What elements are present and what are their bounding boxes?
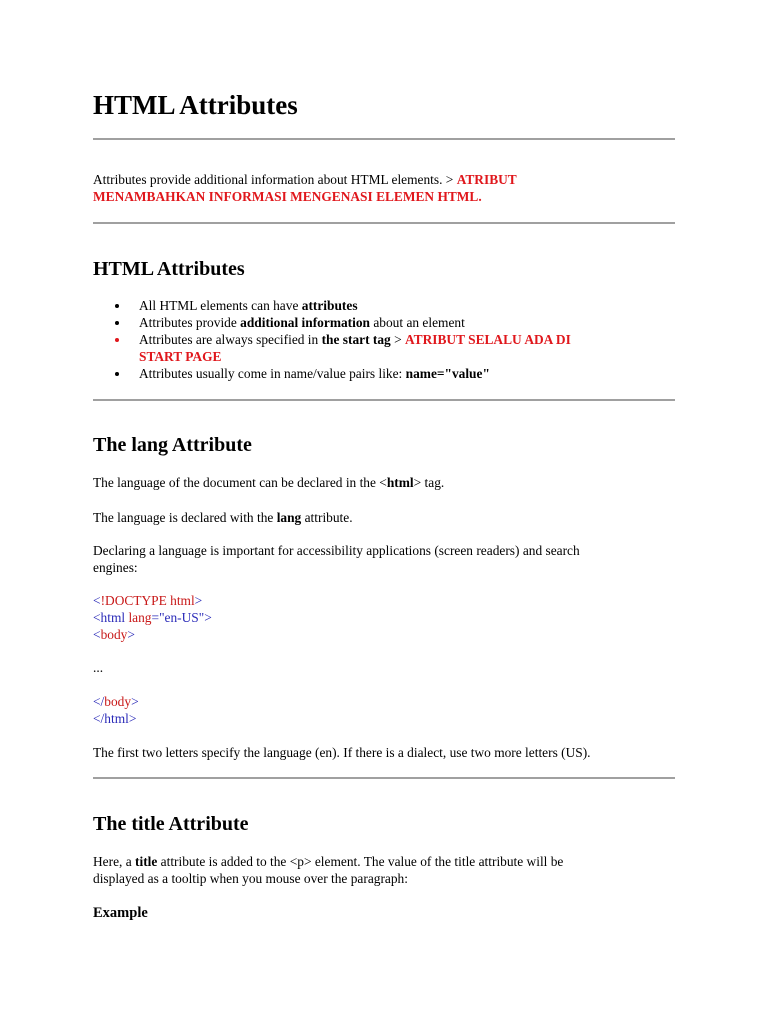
code-line-body: <body> — [93, 627, 135, 642]
section-heading-title-attribute: The title Attribute — [93, 813, 249, 835]
bullet-icon — [115, 321, 119, 325]
list-item-bold: the start tag — [321, 332, 391, 347]
bullet-icon — [115, 338, 119, 342]
code-line-ellipsis: ... — [93, 660, 104, 675]
list-item-text: > — [390, 332, 405, 347]
lang-paragraph-3: Declaring a language is important for accessibility applications (screen readers) and search engines: — [93, 543, 580, 575]
section-heading-lang-attribute: The lang Attribute — [93, 434, 252, 456]
divider — [93, 399, 675, 401]
divider — [93, 138, 675, 140]
intro-paragraph — [93, 171, 673, 205]
intro-red-text-2: MENAMBAHKAN INFORMASI MENGENASI ELEMEN HTML. — [93, 189, 482, 204]
list-item — [93, 314, 653, 331]
bullet-icon — [115, 304, 119, 308]
list-item-bold: additional information — [240, 315, 370, 330]
lang-paragraph-1: The language of the document can be declared in the <html> tag. — [93, 475, 445, 490]
intro-red-text: ATRIBUT — [456, 172, 517, 187]
list-item — [93, 365, 653, 382]
list-item-red-text: START PAGE — [139, 349, 222, 364]
page-title: HTML Attributes — [93, 90, 298, 120]
title-paragraph: Here, a title attribute is added to the <p> element. The value of the title attribute will be displayed as a tooltip when you mouse over the paragraph: — [93, 854, 564, 886]
list-item — [93, 331, 653, 365]
list-item-text: Attributes provide — [139, 315, 241, 330]
list-item-text: All HTML elements can have — [139, 298, 302, 313]
list-item-text: Attributes are always specified in — [139, 332, 322, 347]
bullet-icon — [115, 372, 119, 376]
list-item-red-text: ATRIBUT SELALU ADA DI — [405, 332, 571, 347]
example-heading: Example — [93, 905, 148, 921]
list-item-bold: attributes — [301, 298, 358, 313]
lang-paragraph-4: The first two letters specify the language (en). If there is a dialect, use two more letters (US). — [93, 745, 591, 760]
divider — [93, 222, 675, 224]
section-heading-html-attributes: HTML Attributes — [93, 258, 245, 280]
divider — [93, 777, 675, 779]
list-item — [93, 297, 653, 314]
attributes-bullet-list — [93, 297, 653, 382]
code-line-body-end: </body> — [93, 694, 139, 709]
intro-text: Attributes provide additional information about HTML elements. > — [93, 172, 457, 187]
code-line-html: <html lang="en-US"> — [93, 610, 212, 625]
code-line-doctype: <!DOCTYPE html> — [93, 593, 203, 608]
list-item-text: about an element — [370, 315, 465, 330]
list-item-bold: name="value" — [405, 366, 490, 381]
lang-paragraph-2: The language is declared with the lang attribute. — [93, 510, 353, 525]
code-line-html-end: </html> — [93, 711, 137, 726]
list-item-text: Attributes usually come in name/value pairs like: — [139, 366, 406, 381]
